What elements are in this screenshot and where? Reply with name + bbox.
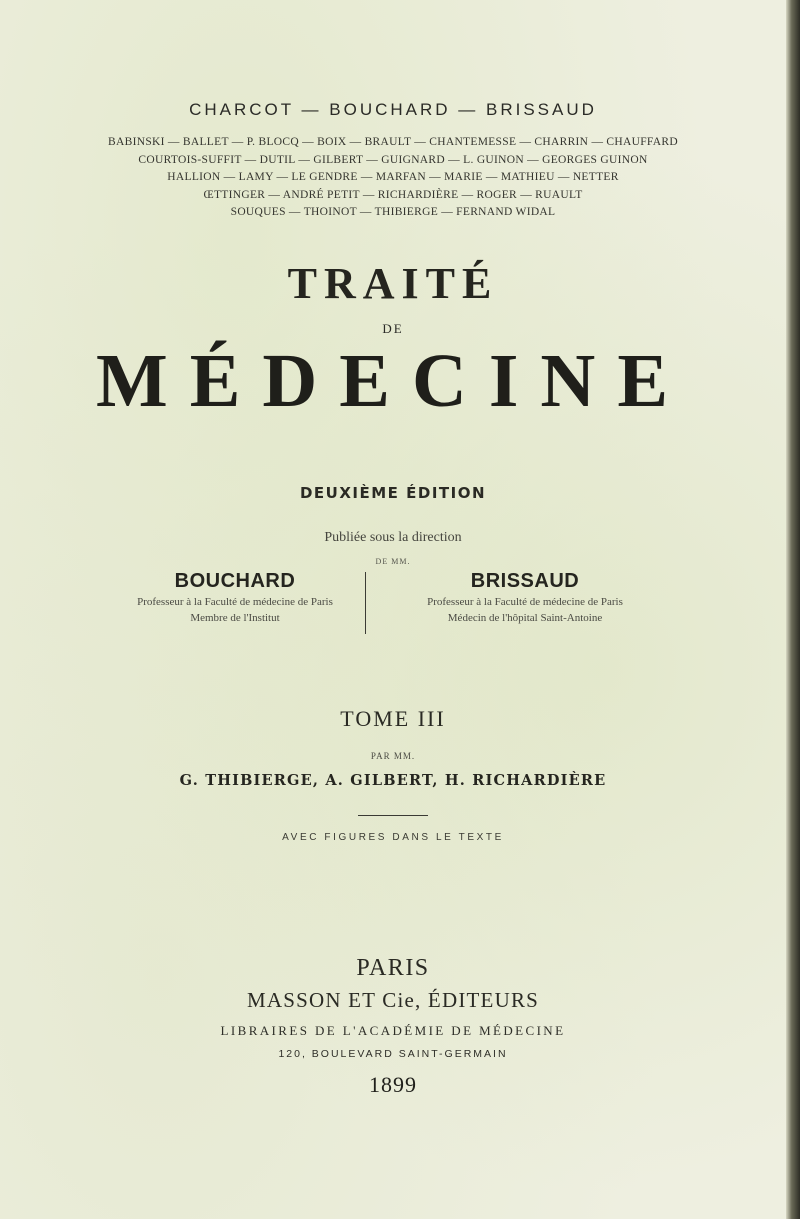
volume-editors: G. THIBIERGE, A. GILBERT, H. RICHARDIÈRE [179, 772, 607, 789]
publisher-address: 120, BOULEVARD SAINT-GERMAIN [278, 1048, 508, 1060]
director-name: BOUCHARD [174, 570, 296, 592]
director-title: Membre de l'Institut [190, 612, 280, 624]
title-traite: TRAITÉ [287, 259, 499, 308]
collaborators-line: HALLION — LAMY — LE GENDRE — MARFAN — MARIE — MATHIEU — NETTER [167, 171, 619, 183]
divider-rule [358, 815, 428, 816]
collaborators-list [0, 134, 786, 222]
direction-de-mm: DE MM. [375, 557, 411, 566]
publication-year: 1899 [369, 1072, 417, 1097]
collaborators-line: SOUQUES — THOINOT — THIBIERGE — FERNAND WIDAL [230, 206, 556, 218]
tome-label: TOME III [340, 706, 446, 731]
publisher-librairies: LIBRAIRES DE L'ACADÉMIE DE MÉDECINE [220, 1023, 566, 1038]
column-divider [365, 572, 366, 634]
title-medecine: MÉDECINE [95, 339, 691, 423]
collaborators-line: ŒTTINGER — ANDRÉ PETIT — RICHARDIÈRE — ROGER — RUAULT [203, 188, 583, 201]
director-title: Professeur à la Faculté de médecine de Paris [137, 596, 333, 608]
figures-note: AVEC FIGURES DANS LE TEXTE [282, 832, 504, 843]
director-title: Médecin de l'hôpital Saint-Antoine [447, 612, 603, 624]
book-spine-edge [786, 0, 800, 1219]
director-brissaud [375, 570, 675, 625]
direction-label: Publiée sous la direction [324, 530, 462, 545]
collaborators-line: COURTOIS-SUFFIT — DUTIL — GILBERT — GUIGNARD — L. GUINON — GEORGES GUINON [138, 153, 648, 166]
par-mm-label: PAR MM. [370, 751, 416, 761]
main-authors: CHARCOT — BOUCHARD — BRISSAUD [189, 100, 597, 119]
publisher-name: MASSON ET Cie, ÉDITEURS [246, 988, 540, 1012]
edition-label: DEUXIÈME ÉDITION [299, 484, 487, 502]
title-de: DE [382, 321, 404, 336]
director-name: BRISSAUD [470, 570, 580, 592]
director-title: Professeur à la Faculté de médecine de Paris [427, 596, 623, 608]
director-bouchard [85, 570, 385, 625]
collaborators-line: BABINSKI — BALLET — P. BLOCQ — BOIX — BRAULT — CHANTEMESSE — CHARRIN — CHAUFFARD [108, 136, 678, 148]
publisher-city: PARIS [356, 955, 430, 981]
